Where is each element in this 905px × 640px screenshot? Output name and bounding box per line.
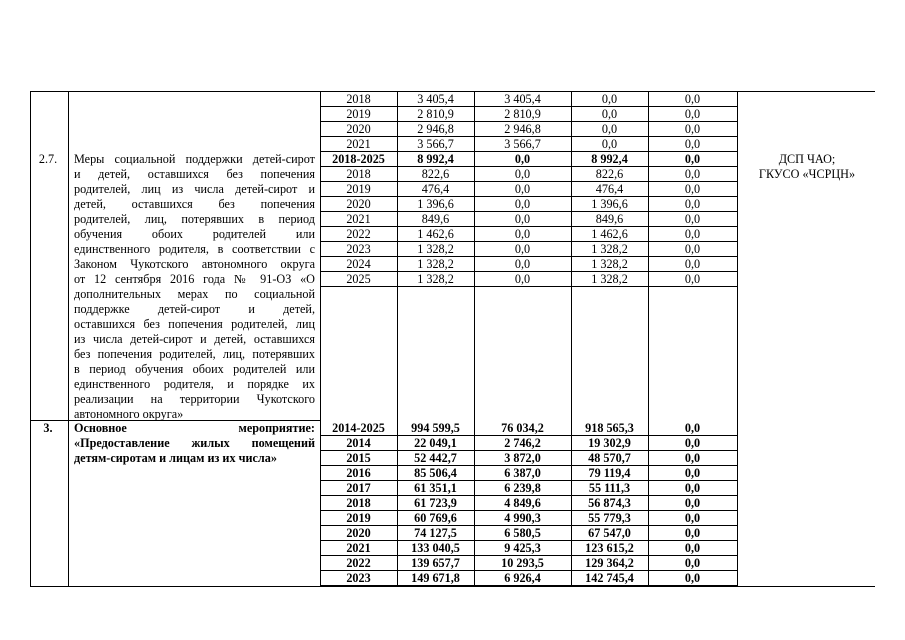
cell-c2: 56 874,3 — [588, 496, 631, 510]
item-2-7-responsible — [739, 152, 875, 182]
cell-c2: 1 396,6 — [591, 197, 628, 211]
cell-c3: 0,0 — [684, 257, 701, 271]
cell-c2: 1 328,2 — [591, 257, 628, 271]
cell-year: 2018-2025 — [332, 152, 385, 166]
cell-c2: 1 328,2 — [591, 272, 628, 286]
cell-c2: 1 328,2 — [591, 242, 628, 256]
description-line: обучения обоих родителей или — [74, 227, 315, 241]
cell-year: 2017 — [346, 481, 371, 495]
cell-c3: 0,0 — [684, 451, 701, 465]
cell-c1: 2 810,9 — [504, 107, 541, 121]
cell-total: 61 351,1 — [414, 481, 457, 495]
cell-total: 1 462,6 — [417, 227, 454, 241]
cell-total: 1 328,2 — [417, 242, 454, 256]
cell-total: 2 946,8 — [417, 122, 454, 136]
cell-year: 2023 — [346, 571, 371, 585]
cell-total: 476,4 — [421, 182, 450, 196]
cell-c2: 19 302,9 — [588, 436, 631, 450]
description-line: реализации на территории Чукотского — [74, 392, 315, 406]
description-line: Законом Чукотского автономного округа — [74, 257, 315, 271]
cell-c2: 123 615,2 — [585, 541, 634, 555]
cell-c3: 0,0 — [684, 242, 701, 256]
description-line: дополнительных мерах по социальной — [74, 287, 315, 301]
cell-c3: 0,0 — [684, 197, 701, 211]
cell-c3: 0,0 — [684, 496, 701, 510]
cell-c1: 4 990,3 — [504, 511, 541, 525]
cell-c3: 0,0 — [684, 511, 701, 525]
item-3-description — [74, 421, 315, 466]
cell-c2: 8 992,4 — [591, 152, 628, 166]
description-line: оставшихся без попечения родителей, лиц — [74, 317, 315, 331]
cell-c1: 6 926,4 — [504, 571, 541, 585]
description-line: детям-сиротам и лицам из их числа» — [74, 451, 277, 465]
cell-c1: 0,0 — [514, 152, 531, 166]
cell-total: 1 328,2 — [417, 257, 454, 271]
cell-year: 2022 — [346, 227, 371, 241]
cell-c2: 79 119,4 — [588, 466, 631, 480]
cell-c3: 0,0 — [684, 481, 701, 495]
cell-year: 2020 — [346, 197, 371, 211]
cell-c2: 67 547,0 — [588, 526, 631, 540]
cell-c1: 6 239,8 — [504, 481, 541, 495]
cell-total: 3 405,4 — [417, 92, 454, 106]
cell-year: 2019 — [346, 511, 371, 525]
description-line: Основное мероприятие: — [74, 421, 315, 435]
cell-total: 74 127,5 — [414, 526, 457, 540]
cell-c1: 0,0 — [514, 197, 531, 211]
cell-total: 1 396,6 — [417, 197, 454, 211]
cell-total: 849,6 — [421, 212, 450, 226]
cell-c2: 48 570,7 — [588, 451, 631, 465]
cell-year: 2019 — [346, 107, 371, 121]
cell-year: 2020 — [346, 526, 371, 540]
cell-c1: 3 872,0 — [504, 451, 541, 465]
cell-c1: 10 293,5 — [501, 556, 544, 570]
table-vertical-line — [68, 91, 69, 586]
cell-c3: 0,0 — [684, 526, 701, 540]
cell-total: 133 040,5 — [411, 541, 460, 555]
cell-c2: 0,0 — [601, 137, 618, 151]
cell-c2: 0,0 — [601, 122, 618, 136]
cell-c3: 0,0 — [684, 92, 701, 106]
cell-total: 1 328,2 — [417, 272, 454, 286]
cell-c1: 6 580,5 — [504, 526, 541, 540]
cell-c2: 55 111,3 — [588, 481, 631, 495]
cell-year: 2021 — [346, 212, 371, 226]
cell-total: 85 506,4 — [414, 466, 457, 480]
cell-c1: 6 387,0 — [504, 466, 541, 480]
cell-c3: 0,0 — [684, 227, 701, 241]
cell-c1: 0,0 — [514, 227, 531, 241]
description-line: поддержке детей-сирот и детей, — [74, 302, 315, 316]
cell-year: 2021 — [346, 541, 371, 555]
description-line: автономного округа» — [74, 407, 184, 421]
cell-c1: 76 034,2 — [501, 421, 544, 435]
cell-c3: 0,0 — [684, 137, 701, 151]
cell-year: 2014 — [346, 436, 371, 450]
cell-c2: 822,6 — [595, 167, 624, 181]
description-line: от 12 сентября 2016 года № 91-ОЗ «О — [74, 272, 315, 286]
cell-total: 22 049,1 — [414, 436, 457, 450]
cell-c2: 0,0 — [601, 107, 618, 121]
cell-year: 2024 — [346, 257, 371, 271]
description-line: без попечения родителей, лиц, потерявших — [74, 347, 315, 361]
table-bottom-border — [30, 586, 875, 587]
cell-c2: 55 779,3 — [588, 511, 631, 525]
cell-c2: 849,6 — [595, 212, 624, 226]
item-number-3: 3. — [43, 421, 53, 435]
table-vertical-line — [737, 91, 738, 586]
responsible-line: ДСП ЧАО; — [778, 152, 836, 166]
cell-year: 2023 — [346, 242, 371, 256]
cell-c3: 0,0 — [684, 152, 701, 166]
cell-c3: 0,0 — [684, 122, 701, 136]
cell-c3: 0,0 — [684, 556, 701, 570]
cell-c3: 0,0 — [684, 272, 701, 286]
cell-c3: 0,0 — [684, 571, 701, 585]
description-line: единственного родителя, и порядке их — [74, 377, 315, 391]
cell-total: 52 442,7 — [414, 451, 457, 465]
cell-c1: 0,0 — [514, 182, 531, 196]
cell-c2: 0,0 — [601, 92, 618, 106]
cell-c1: 2 946,8 — [504, 122, 541, 136]
cell-total: 2 810,9 — [417, 107, 454, 121]
cell-year: 2020 — [346, 122, 371, 136]
description-line: и детей, оставшихся без попечения — [74, 167, 315, 181]
description-line: в период обучения обоих родителей или — [74, 362, 315, 376]
cell-c1: 3 566,7 — [504, 137, 541, 151]
description-line: детей, оставшихся без попечения — [74, 197, 315, 211]
cell-year: 2014-2025 — [332, 421, 385, 435]
cell-total: 60 769,6 — [414, 511, 457, 525]
cell-total: 139 657,7 — [411, 556, 460, 570]
cell-c1: 2 746,2 — [504, 436, 541, 450]
cell-year: 2018 — [346, 496, 371, 510]
description-line: единственного родителя, в соответствии с — [74, 242, 315, 256]
cell-year: 2018 — [346, 167, 371, 181]
cell-total: 3 566,7 — [417, 137, 454, 151]
item-number-2-7: 2.7. — [38, 152, 58, 166]
cell-c1: 3 405,4 — [504, 92, 541, 106]
cell-total: 8 992,4 — [417, 152, 454, 166]
cell-year: 2021 — [346, 137, 371, 151]
cell-year: 2016 — [346, 466, 371, 480]
cell-total: 149 671,8 — [411, 571, 460, 585]
description-line: из числа детей-сирот и детей, оставшихся — [74, 332, 315, 346]
cell-c1: 0,0 — [514, 257, 531, 271]
cell-c2: 1 462,6 — [591, 227, 628, 241]
cell-c1: 4 849,6 — [504, 496, 541, 510]
item-2-7-description — [74, 152, 315, 422]
cell-c3: 0,0 — [684, 436, 701, 450]
responsible-line: ГКУСО «ЧСРЦН» — [758, 167, 856, 181]
cell-year: 2019 — [346, 182, 371, 196]
cell-year: 2018 — [346, 92, 371, 106]
row-separator — [320, 286, 737, 287]
description-line: Меры социальной поддержки детей-сирот — [74, 152, 315, 166]
cell-c3: 0,0 — [684, 212, 701, 226]
description-line: «Предоставление жилых помещений — [74, 436, 315, 450]
cell-c2: 129 364,2 — [585, 556, 634, 570]
description-line: родителей, лиц из числа детей-сирот и — [74, 182, 315, 196]
cell-c2: 918 565,3 — [585, 421, 634, 435]
cell-c1: 0,0 — [514, 272, 531, 286]
cell-total: 822,6 — [421, 167, 450, 181]
cell-year: 2015 — [346, 451, 371, 465]
cell-c1: 0,0 — [514, 212, 531, 226]
cell-c3: 0,0 — [684, 466, 701, 480]
cell-c3: 0,0 — [684, 167, 701, 181]
cell-c2: 476,4 — [595, 182, 624, 196]
cell-c1: 0,0 — [514, 167, 531, 181]
cell-c1: 9 425,3 — [504, 541, 541, 555]
cell-c3: 0,0 — [684, 182, 701, 196]
description-line: родителей, лиц, потерявших в период — [74, 212, 315, 226]
cell-c3: 0,0 — [684, 421, 701, 435]
cell-year: 2025 — [346, 272, 371, 286]
cell-c2: 142 745,4 — [585, 571, 634, 585]
cell-c3: 0,0 — [684, 107, 701, 121]
cell-c1: 0,0 — [514, 242, 531, 256]
cell-total: 994 599,5 — [411, 421, 460, 435]
cell-c3: 0,0 — [684, 541, 701, 555]
cell-year: 2022 — [346, 556, 371, 570]
cell-total: 61 723,9 — [414, 496, 457, 510]
